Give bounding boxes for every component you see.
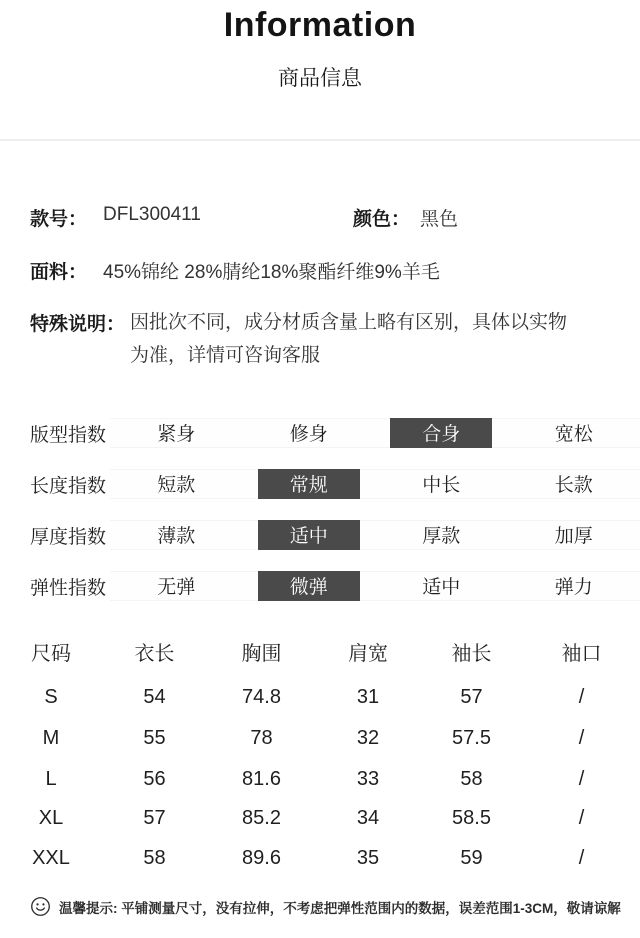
page-title: Information (223, 6, 417, 44)
size-cell: XL (38, 806, 64, 829)
index-row-elasticity (0, 571, 640, 601)
size-cell: 32 (356, 726, 380, 749)
index-option-label: 常规 (258, 469, 360, 499)
size-cell: 58 (460, 767, 483, 790)
size-cell: 35 (356, 846, 380, 869)
index-option (110, 470, 243, 498)
index-option (375, 572, 508, 600)
index-option-label: 弹力 (554, 577, 593, 598)
index-option (110, 521, 243, 549)
fabric-label: 面料： (30, 262, 88, 283)
column-header: 肩宽 (348, 642, 388, 665)
style-number-value: DFL300411 (103, 204, 201, 225)
size-cell: / (578, 767, 585, 790)
style-number-label: 款号： (30, 209, 88, 230)
index-option (508, 521, 640, 549)
column-header: 袖长 (451, 642, 492, 665)
index-option (243, 470, 376, 498)
index-row-label: 厚度指数 (30, 526, 107, 548)
size-cell: / (578, 846, 585, 869)
size-cell: 57.5 (452, 726, 491, 749)
fabric-value: 45%锦纶 28%腈纶18%聚酯纤维9%羊毛 (103, 262, 440, 283)
size-cell: 34 (356, 806, 380, 829)
table-row-l (0, 766, 640, 792)
index-option (243, 572, 376, 600)
size-cell: / (578, 685, 585, 708)
index-option-label: 中长 (422, 475, 461, 496)
table-row-xl (0, 805, 640, 831)
index-option-label: 紧身 (157, 424, 196, 445)
page-subtitle: 商品信息 (278, 67, 362, 90)
size-cell: 58.5 (452, 806, 491, 829)
size-cell: / (578, 806, 585, 829)
size-cell: M (42, 726, 60, 749)
size-cell: 31 (356, 685, 380, 708)
index-row-label: 弹性指数 (30, 577, 107, 599)
size-cell: L (45, 767, 57, 790)
index-options (110, 469, 640, 499)
size-cell: 81.6 (242, 767, 281, 790)
color-value: 黑色 (420, 209, 459, 230)
index-row-label: 版型指数 (30, 424, 107, 446)
size-cell: 33 (356, 767, 380, 790)
index-options (110, 520, 640, 550)
table-row-s (0, 684, 640, 710)
index-option-label: 适中 (258, 520, 360, 550)
table-row-xxl (0, 845, 640, 871)
size-cell: 85.2 (242, 806, 281, 829)
size-cell: 74.8 (242, 685, 281, 708)
index-option-label: 修身 (289, 424, 328, 445)
index-option-label: 适中 (422, 577, 461, 598)
special-note-line1: 因批次不同，成分材质含量上略有区别，具体以实物 (130, 312, 568, 333)
color-label: 颜色： (353, 209, 411, 230)
index-options (110, 418, 640, 448)
size-cell: 58 (143, 846, 166, 869)
size-cell: / (578, 726, 585, 749)
special-note-label: 特殊说明： (30, 314, 126, 335)
table-row-m (0, 725, 640, 751)
index-option (375, 419, 508, 447)
smiley-icon (30, 896, 51, 917)
index-option-label: 合身 (390, 418, 492, 448)
index-option-label: 宽松 (554, 424, 593, 445)
size-cell: XXL (32, 846, 70, 869)
size-cell: S (44, 685, 58, 708)
index-option-label: 长款 (554, 475, 593, 496)
index-row-fit (0, 418, 640, 448)
column-header: 衣长 (134, 642, 175, 665)
index-option-label: 微弹 (258, 571, 360, 601)
footer-note (30, 896, 620, 917)
size-cell: 55 (143, 726, 166, 749)
index-options (110, 571, 640, 601)
index-option (508, 572, 640, 600)
index-row-label: 长度指数 (30, 475, 107, 497)
index-option-label: 加厚 (554, 526, 593, 547)
special-note-text (130, 306, 600, 372)
column-header: 胸围 (241, 642, 282, 665)
index-option (508, 419, 640, 447)
index-option (110, 572, 243, 600)
index-option-label: 无弹 (157, 577, 196, 598)
special-note-line2: 为准，详情可咨询客服 (130, 345, 321, 366)
header-divider (0, 139, 640, 141)
index-option (375, 521, 508, 549)
size-cell: 89.6 (242, 846, 281, 869)
index-option (243, 521, 376, 549)
index-option-label: 短款 (157, 475, 196, 496)
size-cell: 54 (143, 685, 166, 708)
size-cell: 59 (460, 846, 483, 869)
size-cell: 56 (143, 767, 166, 790)
index-row-length (0, 469, 640, 499)
size-cell: 57 (143, 806, 166, 829)
size-cell: 78 (250, 726, 273, 749)
size-cell: 57 (460, 685, 483, 708)
column-header: 尺码 (31, 642, 71, 665)
column-header: 袖口 (561, 642, 602, 665)
index-option-label: 薄款 (157, 526, 196, 547)
index-option-label: 厚款 (422, 526, 461, 547)
footer-note-text: 温馨提示: 平铺测量尺寸，没有拉伸，不考虑把弹性范围内的数据，误差范围1-3CM，敬请谅解 (59, 900, 621, 916)
index-option (375, 470, 508, 498)
index-option (110, 419, 243, 447)
index-option (508, 470, 640, 498)
index-option (243, 419, 376, 447)
index-row-thickness (0, 520, 640, 550)
size-table-header (0, 638, 640, 664)
